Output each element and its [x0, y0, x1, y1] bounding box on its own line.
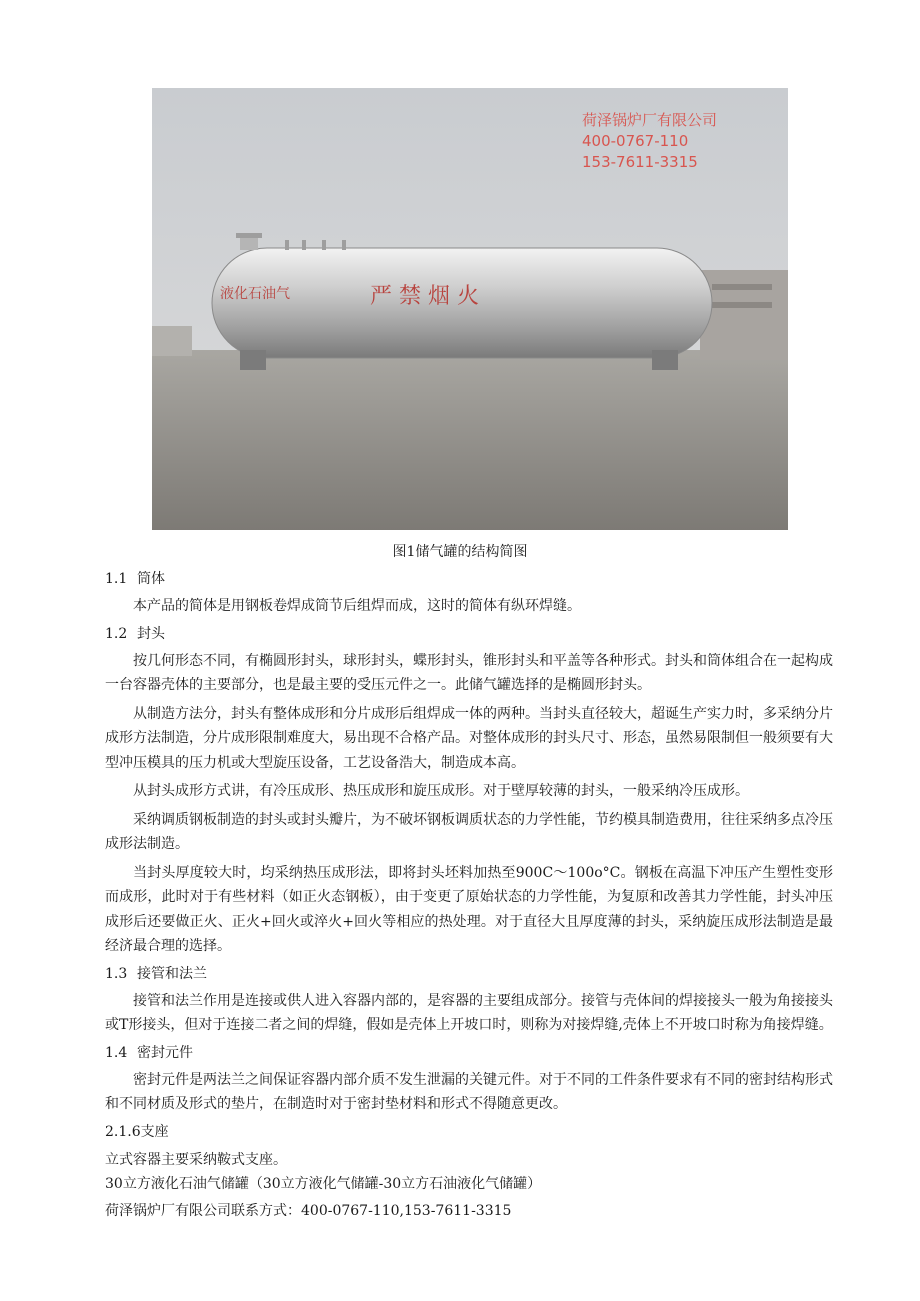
- section-title: 密封元件: [137, 1044, 193, 1061]
- section-number: 1.2: [105, 625, 128, 642]
- section-title: 封头: [137, 625, 165, 642]
- watermark-phone2: 153-7611-3315: [582, 153, 698, 171]
- section-number: 1.4: [105, 1044, 128, 1061]
- paragraph: 密封元件是两法兰之间保证容器内部介质不发生泄漏的关键元件。对于不同的工件条件要求有不同的密封结构形式和不同材质及形式的垫片，在制造时对于密封垫材料和形式不得随意更改。: [105, 1071, 833, 1112]
- tank-label-no-fire: 严 禁 烟 火: [370, 284, 479, 309]
- section-heading: [105, 623, 833, 645]
- document-body: [105, 568, 833, 1224]
- figure-caption: 图1储气罐的结构简图: [392, 544, 528, 560]
- lpg-tank-photo: [152, 88, 788, 530]
- section-heading: [105, 1042, 833, 1064]
- paragraph: 采纳调质钢板制造的封头或封头瓣片，为不破坏钢板调质状态的力学性能，节约模具制造费用，往往采纳多点冷压成形法制造。: [105, 811, 833, 852]
- product-line: 30立方液化石油气储罐（30立方液化气储罐-30立方石油液化气储罐）: [105, 1175, 542, 1192]
- watermark-phone1: 400-0767-110: [582, 132, 689, 150]
- paragraph: 当封头厚度较大时，均采纳热压成形法，即将封头坯料加热至900C～100o°C。钢板在高温下冲压产生塑性变形而成形，此时对于有些材料（如正火态钢板），由于变更了原始状态的力学性能，为复原和改善其力学性能，封头冲压成形后还要做正火、正火+回火或淬火+回火等相应的热处理。对于直径大且厚度薄的封头，采纳旋压成形法制造是最经济最合理的选择。: [105, 864, 833, 954]
- section-heading: [105, 568, 833, 590]
- watermark-company: 荷泽锅炉厂有限公司: [582, 111, 718, 129]
- section-title: 筒体: [137, 571, 165, 587]
- section-number: 1.1: [105, 571, 128, 587]
- support-text: 立式容器主要采纳鞍式支座。: [105, 1151, 287, 1168]
- section-number: 1.3: [105, 965, 128, 982]
- sections: [105, 568, 833, 1117]
- paragraph: 接管和法兰作用是连接或供人进入容器内部的，是容器的主要组成部分。接管与壳体间的焊接接头一般为角接接头或T形接头，但对于连接二者之间的焊缝，假如是壳体上开坡口时，则称为对接焊缝,壳体上不开坡口时称为角接焊缝。: [105, 992, 833, 1033]
- paragraph: 按几何形态不同，有椭圆形封头，球形封头，蝶形封头，锥形封头和平盖等各种形式。封头和筒体组合在一起构成一台容器壳体的主要部分，也是最主要的受压元件之一。此储气罐选择的是椭圆形封头。: [105, 652, 833, 693]
- contact-line: 荷泽锅炉厂有限公司联系方式：400-0767-110,153-7611-3315: [105, 1202, 512, 1219]
- section-title: 接管和法兰: [137, 965, 207, 982]
- section-heading: [105, 963, 833, 985]
- paragraph: 从封头成形方式讲，有冷压成形、热压成形和旋压成形。对于壁厚较薄的封头，一般采纳冷压成形。: [133, 783, 749, 799]
- paragraph: 本产品的简体是用钢板卷焊成筒节后组焊而成，这时的简体有纵环焊缝。: [133, 598, 581, 614]
- heading-2-1-6: 2.1.6支座: [105, 1123, 169, 1140]
- paragraph: 从制造方法分，封头有整体成形和分片成形后组焊成一体的两种。当封头直径较大，超诞生产实力时，多采纳分片成形方法制造，分片成形限制难度大，易出现不合格产品。对整体成形的封头尺寸、形态，虽然易限制但一般须要有大型冲压模具的压力机或大型旋压设备，工艺设备浩大，制造成本高。: [105, 705, 833, 771]
- tank-label-lpg: 液化石油气: [220, 286, 290, 302]
